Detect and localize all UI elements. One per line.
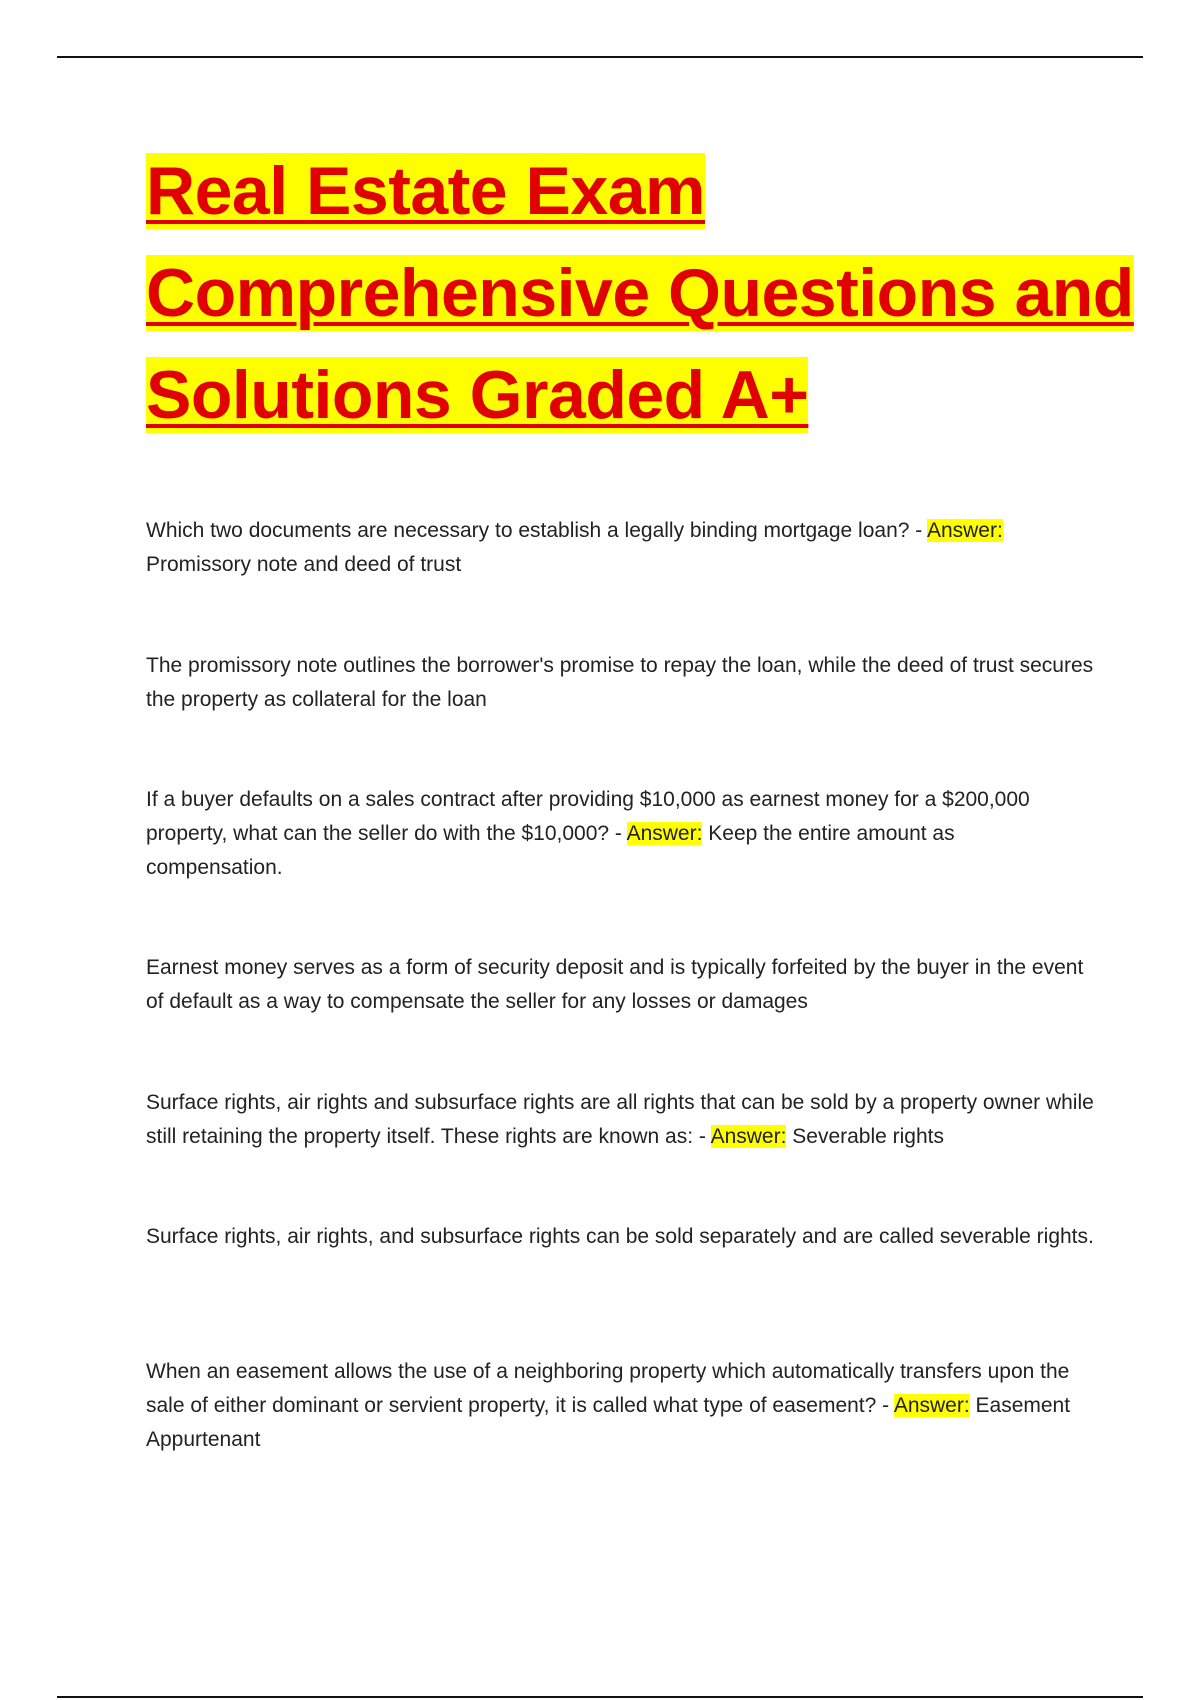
question-block: [146, 1086, 1096, 1154]
title-line-2: Comprehensive Questions and: [146, 255, 1134, 331]
answer-text: Keep the entire amount as compensation.: [146, 822, 955, 879]
answer-label: Answer:: [926, 519, 1003, 542]
question-text: When an easement allows the use of a neighboring property which automatically transfers upon the sale of either dominant or servient property, it is called what type of easement? -: [146, 1360, 1070, 1417]
answer-text: Easement Appurtenant: [146, 1394, 1071, 1451]
explanation-block: [146, 649, 1096, 717]
answer-text: Severable rights: [786, 1125, 945, 1148]
title-line-3: Solutions Graded A+: [146, 357, 809, 433]
answer-label: Answer:: [626, 822, 703, 845]
question-text: Surface rights, air rights and subsurface rights are all rights that can be sold by a property owner while still retaining the property itself. These rights are known as: -: [146, 1091, 1094, 1148]
explanation-text: The promissory note outlines the borrower's promise to repay the loan, while the deed of trust secures the property as collateral for the loan: [146, 654, 1094, 711]
title-line-1: Real Estate Exam: [146, 153, 705, 229]
explanation-block: [146, 951, 1096, 1019]
answer-label: Answer:: [710, 1125, 787, 1148]
question-text: Which two documents are necessary to establish a legally binding mortgage loan? -: [146, 519, 927, 542]
question-text: If a buyer defaults on a sales contract after providing $10,000 as earnest money for a $200,000 property, what can the seller do with the $10,000? -: [146, 788, 1030, 845]
header-rule: [57, 56, 1143, 58]
footer-rule: [57, 1696, 1143, 1698]
explanation-text: Earnest money serves as a form of security deposit and is typically forfeited by the buyer in the event of default as a way to compensate the seller for any losses or damages: [146, 956, 1084, 1013]
answer-text: Promissory note and deed of trust: [146, 553, 462, 576]
explanation-text: Surface rights, air rights, and subsurface rights can be sold separately and are called severable rights.: [146, 1225, 1094, 1248]
answer-label: Answer:: [893, 1394, 970, 1417]
question-block: [146, 1355, 1096, 1457]
question-block: [146, 783, 1096, 885]
explanation-block: [146, 1220, 1096, 1254]
question-block: [146, 514, 1096, 582]
document-title: [146, 140, 1146, 446]
